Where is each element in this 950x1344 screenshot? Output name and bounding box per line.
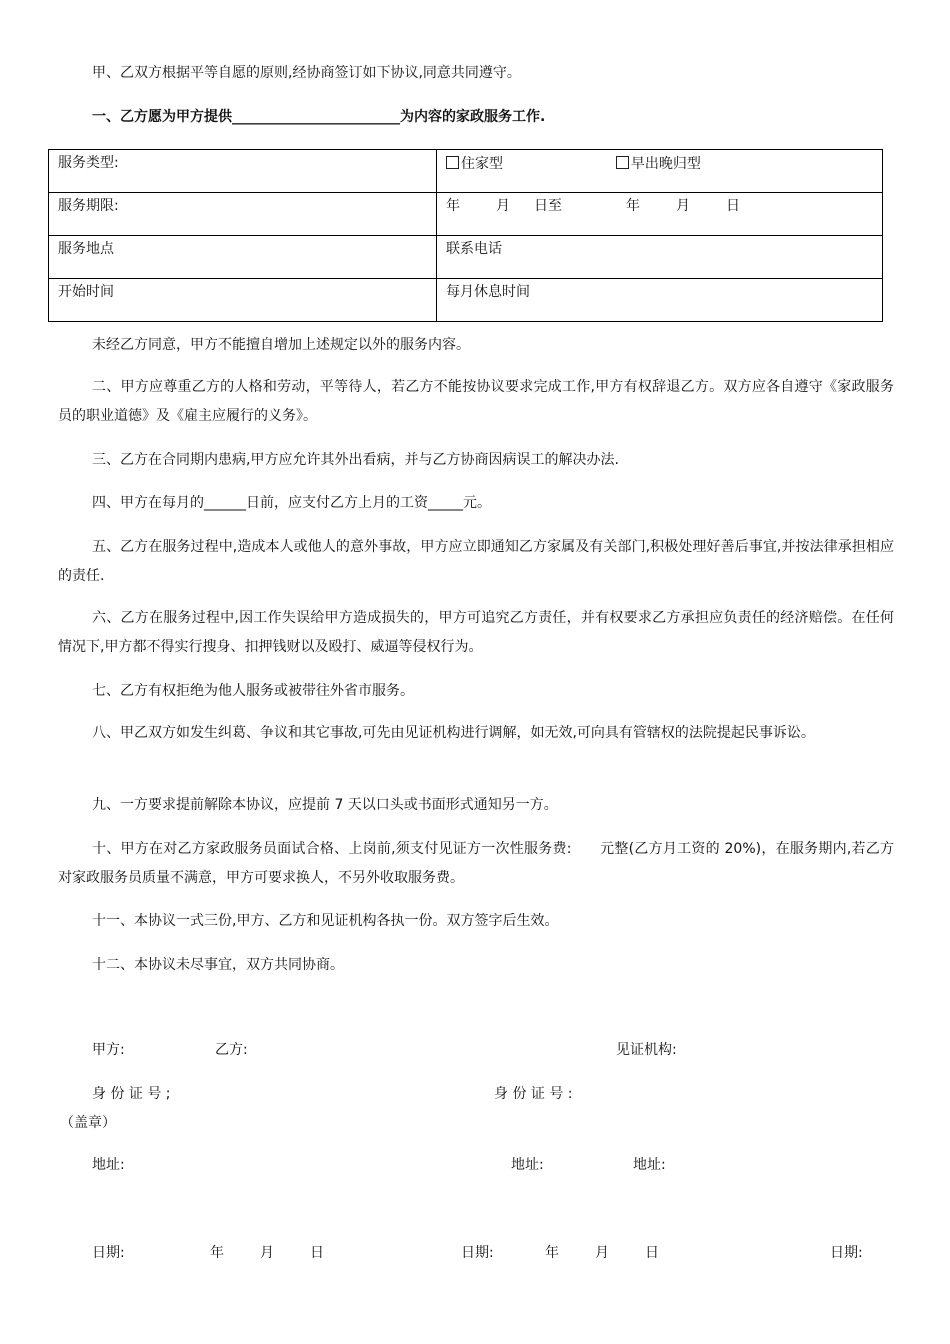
party-b-label: 乙方: — [215, 1042, 248, 1058]
witness-label: 见证机构: — [616, 1042, 677, 1058]
month-label: 月 — [595, 1245, 609, 1261]
period-value[interactable] — [437, 193, 883, 236]
party-a-label: 甲方: — [92, 1042, 125, 1058]
service-type-options — [437, 150, 883, 193]
clause-9: 九、一方要求提前解除本协议，应提前 7 天以口头或书面形式通知另一方。 — [92, 797, 558, 813]
period-label: 服务期限: — [49, 193, 437, 236]
clause-3: 三、乙方在合同期内患病,甲方应允许其外出看病，并与乙方协商因病误工的解决办法. — [92, 452, 619, 468]
id-number-a-label: 身 份 证 号 ; — [92, 1086, 171, 1102]
table-row — [49, 279, 883, 322]
year-label: 年 — [446, 198, 460, 214]
day-label: 日 — [310, 1245, 324, 1261]
address-b-label: 地址: — [511, 1157, 544, 1173]
year-label: 年 — [545, 1245, 559, 1261]
table-row — [49, 193, 883, 236]
clause-5: 五、乙方在服务过程中,造成本人或他人的意外事故，甲方应立即通知乙方家属及有关部门,积极处理好善后事宜,并按法律承担相应的责任. — [58, 539, 894, 584]
intro-text: 甲、乙双方根据平等自愿的原则,经协商签订如下协议,同意共同遵守。 — [92, 65, 521, 81]
live-in-label: 住家型 — [461, 156, 503, 172]
clause-2: 二、甲方应尊重乙方的人格和劳动，平等待人，若乙方不能按协议要求完成工作,甲方有权辞退乙方。双方应各自遵守《家政服务员的职业道德》及《雇主应履行的义务》。 — [58, 379, 894, 424]
start-time-label: 开始时间 — [49, 279, 437, 322]
clause-11: 十一、本协议一式三份,甲方、乙方和见证机构各执一份。双方签字后生效。 — [92, 913, 559, 929]
clause-8: 八、甲乙双方如发生纠葛、争议和其它事故,可先由见证机构进行调解，如无效,可向具有管辖权的法院提起民事诉讼。 — [92, 725, 815, 741]
date-a-label: 日期: — [92, 1245, 125, 1261]
table-row — [49, 236, 883, 279]
daytime-label: 早出晚归型 — [630, 156, 701, 172]
date-b-label: 日期: — [461, 1245, 494, 1261]
section-heading: 一、乙方愿为甲方提供________________________为内容的家政服务工作. — [92, 109, 546, 125]
clause-4: 四、甲方在每月的______日前，应支付乙方上月的工资_____元。 — [92, 495, 491, 511]
day-label: 日 — [726, 198, 740, 214]
rest-time-label: 每月休息时间 — [437, 279, 883, 322]
table-row — [49, 150, 883, 193]
month-label: 月 — [496, 198, 510, 214]
clause-12: 十二、本协议未尽事宜，双方共同协商。 — [92, 957, 344, 973]
clause-6: 六、乙方在服务过程中,因工作失误给甲方造成损失的，甲方可追究乙方责任，并有权要求乙方承担应负责任的经济赔偿。在任何情况下,甲方都不得实行搜身、扣押钱财以及殴打、威逼等侵权行为。 — [58, 610, 894, 655]
checkbox-icon — [616, 156, 629, 169]
clause-10: 十、甲方在对乙方家政服务员面试合格、上岗前,须支付见证方一次性服务费: 元整(乙方月工资的 20%)，在服务期内,若乙方对家政服务员质量不满意，甲方可要求换人，不另外收取服务费。 — [58, 841, 894, 886]
daytime-checkbox[interactable] — [616, 156, 701, 172]
service-type-label: 服务类型: — [49, 150, 437, 193]
live-in-checkbox[interactable] — [446, 156, 503, 172]
checkbox-icon — [446, 156, 459, 169]
clause-7: 七、乙方有权拒绝为他人服务或被带往外省市服务。 — [92, 683, 414, 699]
month-label: 月 — [676, 198, 690, 214]
year-label: 年 — [626, 198, 640, 214]
id-number-b-label: 身 份 证 号 : — [494, 1086, 573, 1102]
month-label: 月 — [260, 1245, 274, 1261]
seal-label: （盖章） — [60, 1115, 116, 1131]
clause-note: 未经乙方同意，甲方不能擅自增加上述规定以外的服务内容。 — [92, 337, 470, 353]
address-a-label: 地址: — [92, 1157, 125, 1173]
phone-label: 联系电话 — [437, 236, 883, 279]
year-label: 年 — [210, 1245, 224, 1261]
date-c-label: 日期: — [830, 1245, 863, 1261]
location-label: 服务地点 — [49, 236, 437, 279]
day-label: 日 — [645, 1245, 659, 1261]
day-to-label: 日至 — [534, 198, 562, 214]
address-c-label: 地址: — [633, 1157, 666, 1173]
service-table — [48, 149, 883, 322]
